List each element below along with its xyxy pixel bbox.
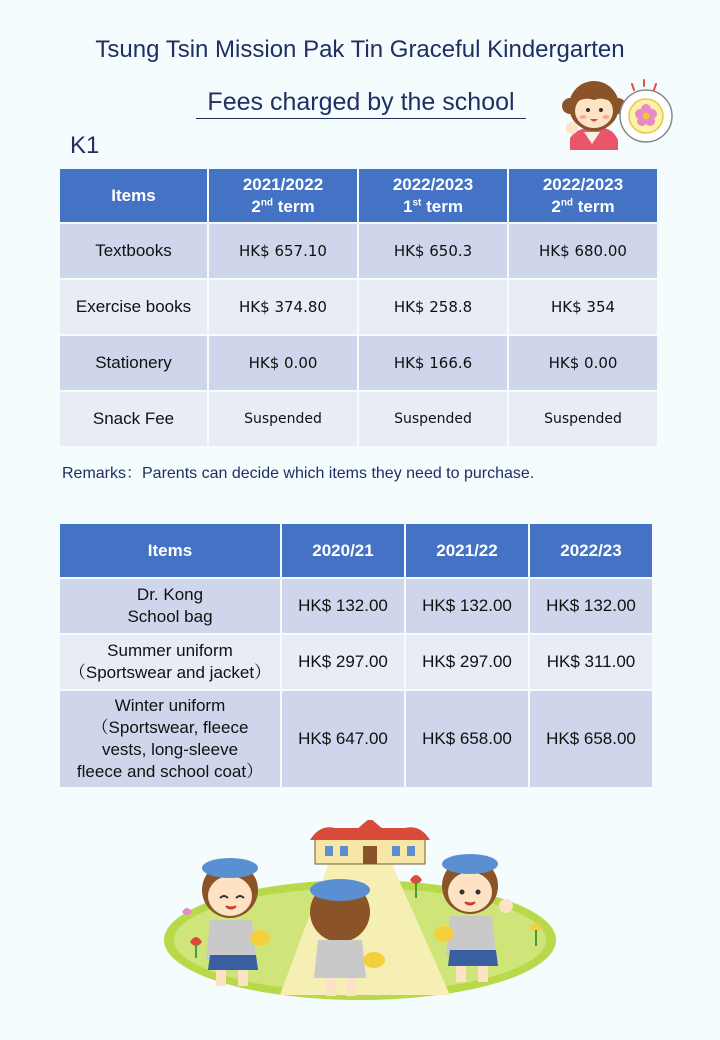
row-value: HK$ 258.8 [359, 280, 507, 334]
row-item-label: Stationery [60, 336, 207, 390]
row-value: Suspended [359, 392, 507, 446]
table-row [60, 224, 657, 278]
table-row [60, 691, 652, 787]
table-row [60, 579, 652, 633]
fees-header-col2: 2022/2023 1st term [359, 169, 507, 222]
row-value: HK$ 132.00 [530, 579, 652, 633]
table-row [60, 336, 657, 390]
row-value: HK$ 680.00 [509, 224, 657, 278]
row-value: Suspended [209, 392, 357, 446]
row-value: HK$ 297.00 [406, 635, 528, 689]
row-value: HK$ 132.00 [282, 579, 404, 633]
table-row [60, 280, 657, 334]
girl-with-flower-icon [548, 76, 680, 154]
fees-header-col3: 2022/2023 2nd term [509, 169, 657, 222]
page-subtitle: Fees charged by the school [196, 88, 526, 119]
row-value: HK$ 647.00 [282, 691, 404, 787]
fees-table [58, 167, 659, 448]
row-value: HK$ 374.80 [209, 280, 357, 334]
row-item-label: Textbooks [60, 224, 207, 278]
row-item-label: Snack Fee [60, 392, 207, 446]
table-row [60, 635, 652, 689]
row-value: Suspended [509, 392, 657, 446]
uniform-table [58, 522, 654, 789]
uniform-header-col1: 2020/21 [282, 524, 404, 577]
row-value: HK$ 354 [509, 280, 657, 334]
row-value: HK$ 658.00 [406, 691, 528, 787]
uniform-header-col3: 2022/23 [530, 524, 652, 577]
uniform-header-items: Items [60, 524, 280, 577]
fees-header-items: Items [60, 169, 207, 222]
row-value: HK$ 0.00 [209, 336, 357, 390]
remarks-text: Remarks：Parents can decide which items they need to purchase. [62, 465, 535, 482]
uniform-header-col2: 2021/22 [406, 524, 528, 577]
grade-label: K1 [70, 132, 100, 159]
row-value: HK$ 297.00 [282, 635, 404, 689]
row-value: HK$ 132.00 [406, 579, 528, 633]
table-row [60, 392, 657, 446]
kids-walking-to-school-illustration [160, 820, 560, 1010]
row-item-label: Exercise books [60, 280, 207, 334]
row-value: HK$ 650.3 [359, 224, 507, 278]
fees-header-col1: 2021/2022 2nd term [209, 169, 357, 222]
row-value: HK$ 311.00 [530, 635, 652, 689]
row-item-label: Summer uniform （Sportswear and jacket） [60, 635, 280, 689]
row-value: HK$ 657.10 [209, 224, 357, 278]
row-value: HK$ 0.00 [509, 336, 657, 390]
school-name: Tsung Tsin Mission Pak Tin Graceful Kindergarten [95, 36, 625, 63]
row-value: HK$ 658.00 [530, 691, 652, 787]
row-item-label: Winter uniform （Sportswear, fleece vests, long-sleeve fleece and school coat） [60, 691, 280, 787]
row-value: HK$ 166.6 [359, 336, 507, 390]
row-item-label: Dr. Kong School bag [60, 579, 280, 633]
